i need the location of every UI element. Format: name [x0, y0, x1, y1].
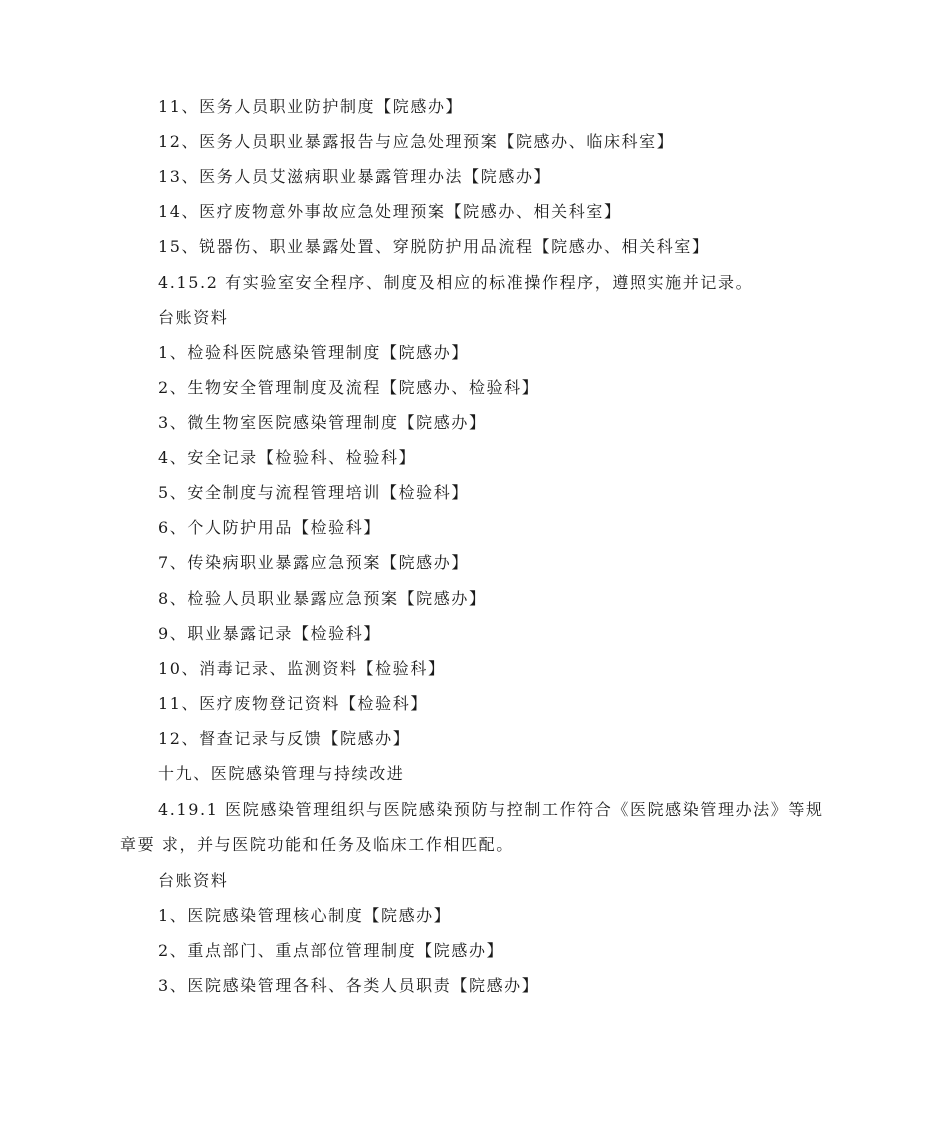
- list-item: 10、消毒记录、监测资料【检验科】: [158, 659, 446, 678]
- list-item: 7、传染病职业暴露应急预案【院感办】: [158, 553, 469, 572]
- paragraph-continuation: 章要 求，并与医院功能和任务及临床工作相匹配。: [120, 835, 514, 854]
- list-item: 6、个人防护用品【检验科】: [158, 518, 381, 537]
- list-item: 11、医疗废物登记资料【检验科】: [158, 694, 428, 713]
- list-item: 9、职业暴露记录【检验科】: [158, 624, 381, 643]
- list-item: 3、微生物室医院感染管理制度【院感办】: [158, 413, 487, 432]
- list-item: 8、检验人员职业暴露应急预案【院感办】: [158, 589, 487, 608]
- list-item: 15、锐器伤、职业暴露处置、穿脱防护用品流程【院感办、相关科室】: [158, 237, 710, 256]
- list-item: 2、生物安全管理制度及流程【院感办、检验科】: [158, 378, 540, 397]
- list-item: 1、检验科医院感染管理制度【院感办】: [158, 343, 469, 362]
- list-item: 12、督查记录与反馈【院感办】: [158, 729, 411, 748]
- list-item: 3、医院感染管理各科、各类人员职责【院感办】: [158, 976, 540, 995]
- list-item: 1、医院感染管理核心制度【院感办】: [158, 906, 452, 925]
- paragraph-first-line: 4.19.1 医院感染管理组织与医院感染预防与控制工作符合《医院感染管理办法》等规: [158, 800, 824, 819]
- list-item: 5、安全制度与流程管理培训【检验科】: [158, 483, 469, 502]
- section-clause: 4.15.2 有实验室安全程序、制度及相应的标准操作程序，遵照实施并记录。: [158, 273, 754, 292]
- list-item: 13、医务人员艾滋病职业暴露管理办法【院感办】: [158, 167, 552, 186]
- section-heading: 十九、医院感染管理与持续改进: [158, 764, 405, 783]
- list-item: 14、医疗废物意外事故应急处理预案【院感办、相关科室】: [158, 202, 622, 221]
- list-item: 2、重点部门、重点部位管理制度【院感办】: [158, 941, 505, 960]
- subheading: 台账资料: [158, 308, 229, 327]
- list-item: 4、安全记录【检验科、检验科】: [158, 448, 417, 467]
- list-item: 11、医务人员职业防护制度【院感办】: [158, 97, 464, 116]
- subheading: 台账资料: [158, 871, 229, 890]
- list-item: 12、医务人员职业暴露报告与应急处理预案【院感办、临床科室】: [158, 132, 675, 151]
